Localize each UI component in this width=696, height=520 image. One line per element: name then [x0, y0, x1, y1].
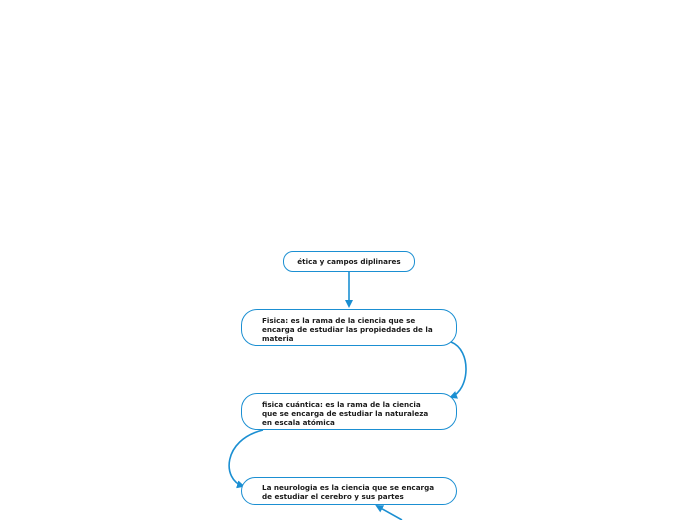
node-fisica-label: Fisica: es la rama de la ciencia que se encarga de estudiar las propiedades de la materia	[262, 316, 433, 343]
node-title-label: ética y campos diplinares	[297, 257, 401, 266]
node-title[interactable]	[283, 251, 415, 272]
node-fisica-cuantica[interactable]	[241, 393, 457, 430]
node-fisica[interactable]	[241, 309, 457, 346]
connector-fisica-to-cuantica	[451, 342, 466, 397]
node-fisica-cuantica-label: fisica cuántica: es la rama de la ciencia que se encarga de estudiar la naturaleza en escala atómica	[262, 400, 429, 427]
node-neurologia[interactable]	[241, 477, 457, 505]
node-neurologia-label: La neurologia es la ciencia que se encarga de estudiar el cerebro y sus partes	[262, 483, 435, 501]
connector-incoming-to-neurologia	[377, 506, 402, 520]
